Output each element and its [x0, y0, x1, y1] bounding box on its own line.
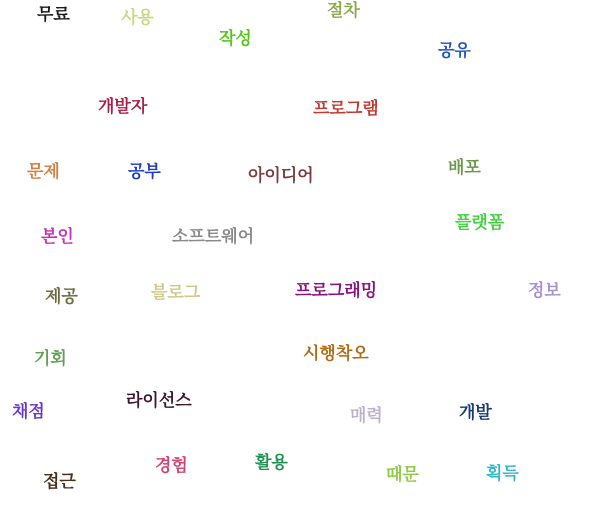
word-gongyu: 공유 — [438, 41, 471, 61]
word-jegong: 제공 — [45, 287, 78, 307]
word-jeopgeun: 접근 — [43, 472, 76, 492]
word-trial-error: 시행착오 — [303, 344, 369, 364]
word-software: 소프트웨어 — [172, 227, 255, 247]
word-munje: 문제 — [27, 162, 60, 182]
word-muryo: 무료 — [37, 5, 70, 25]
word-programming: 프로그래밍 — [295, 281, 378, 301]
word-license: 라이선스 — [126, 391, 192, 411]
word-sayong: 사용 — [121, 8, 154, 28]
word-ttaemun: 때문 — [386, 465, 419, 485]
word-program: 프로그램 — [313, 99, 379, 119]
word-idea: 아이디어 — [248, 166, 314, 186]
word-gihoe: 기회 — [34, 349, 67, 369]
word-jeolcha: 절차 — [327, 1, 360, 21]
word-maeryeok: 매력 — [350, 406, 383, 426]
word-blog: 블로그 — [151, 283, 201, 303]
word-jakseong: 작성 — [219, 29, 252, 49]
word-baepo: 배포 — [448, 158, 481, 178]
word-bonin: 본인 — [41, 227, 74, 247]
word-platform: 플랫폼 — [455, 213, 505, 233]
word-gongbu: 공부 — [128, 162, 161, 182]
word-chaejeom: 채점 — [12, 402, 45, 422]
word-hwalyong: 활용 — [255, 453, 288, 473]
word-jeongbo: 정보 — [528, 281, 561, 301]
word-gaebal: 개발 — [459, 403, 492, 423]
word-gaebalja: 개발자 — [98, 97, 148, 117]
word-gyeongheom: 경험 — [155, 456, 188, 476]
word-hoekdeuk: 획득 — [486, 464, 519, 484]
